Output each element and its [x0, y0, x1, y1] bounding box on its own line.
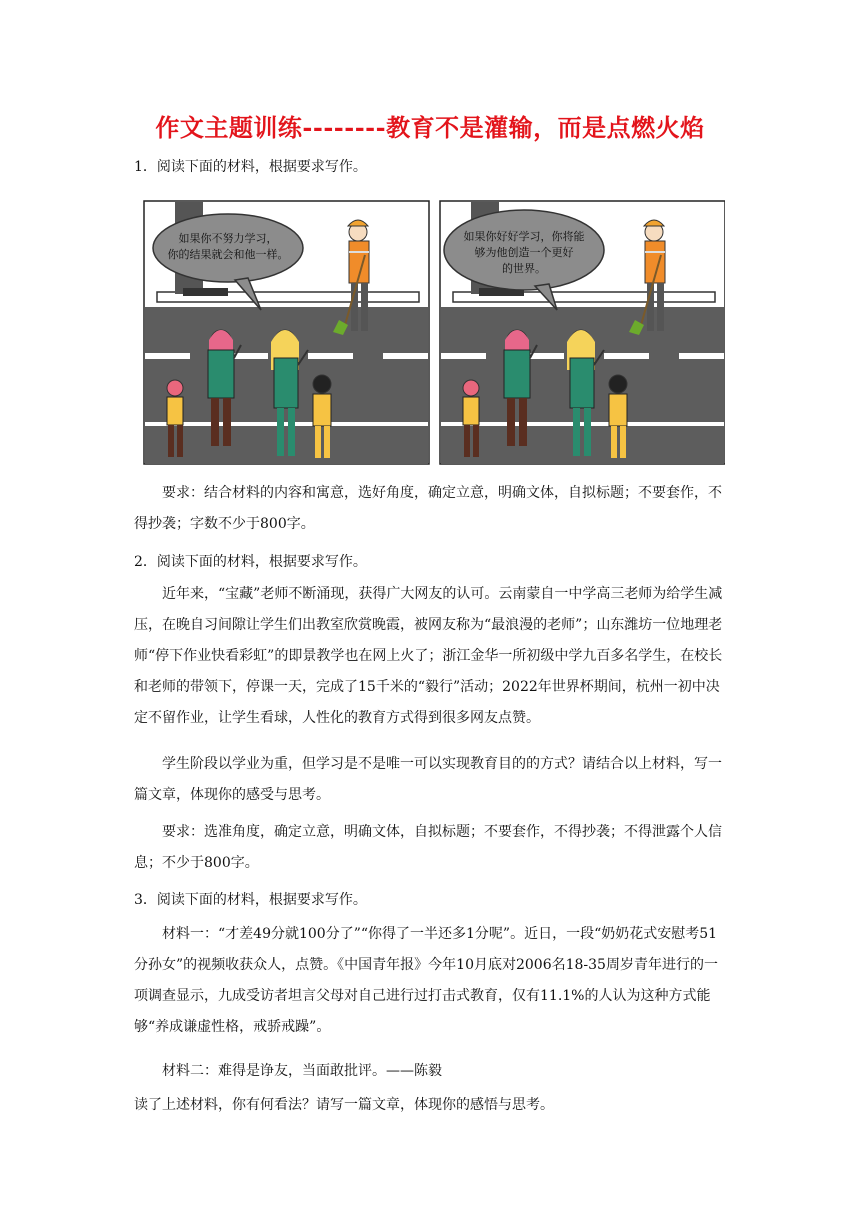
q2-material: 近年来，“宝藏”老师不断涌现，获得广大网友的认可。云南蒙自一中学高三老师为给学生减压，在晚自习间隙让学生们出教室欣赏晚霞，被网友称为“最浪漫的老师”；山东潍坊一位地理老师“停下作业快看彩虹”的即景教学也在网上火了；浙江金华一所初级中学九百多名学生，在校长和老师的带领下，停课一天，完成了15千米的“毅行”活动；2022年世界杯期间，杭州一初中决定不留作业，让学生看球，人性化的教育方式得到很多网友点赞。 [134, 586, 723, 726]
q3-material-1: 材料一：“才差49分就100分了”“你得了一半还多1分呢”。近日，一段“奶奶花式安慰考51分孙女”的视频收获众人，点赞。《中国青年报》今年10月底对2006名18-35周岁青年进行的一项调查显示，九成受访者坦言父母对自己进行过打击式教育，仅有11.1%的人认为这种方式能够“养成谦虚性格，戒骄戒躁”。 [134, 926, 718, 1035]
q3-prompt: 3．阅读下面的材料，根据要求写作。 [134, 892, 367, 908]
q3-material-2: 材料二：难得是诤友，当面敢批评。——陈毅 [162, 1063, 442, 1079]
comic-panel-left [144, 201, 429, 464]
q1-prompt: 1．阅读下面的材料，根据要求写作。 [134, 159, 367, 175]
left-bubble-line-2: 你的结果就会和他一样。 [167, 248, 289, 261]
left-bubble-line-1: 如果你不努力学习， [178, 232, 278, 245]
q2-prompt: 2．阅读下面的材料，根据要求写作。 [134, 554, 367, 570]
comic-panel-right [440, 201, 725, 464]
right-bubble-line-2: 够为他创造一个更好 [474, 246, 574, 259]
q2-question: 学生阶段以学业为重，但学习是不是唯一可以实现教育目的的方式？请结合以上材料，写一篇文章，体现你的感受与思考。 [134, 756, 722, 803]
q2-requirement: 要求：选准角度，确定立意，明确文体，自拟标题；不要套作，不得抄袭；不得泄露个人信息；不少于800字。 [134, 824, 722, 871]
comic-illustration [143, 200, 725, 466]
page-title: 作文主题训练--------教育不是灌输，而是点燃火焰 [155, 113, 705, 142]
q1-requirement: 要求：结合材料的内容和寓意，选好角度，确定立意，明确文体，自拟标题；不要套作，不得抄袭；字数不少于800字。 [134, 485, 722, 532]
q3-closing: 读了上述材料，你有何看法？请写一篇文章，体现你的感悟与思考。 [134, 1097, 554, 1113]
right-bubble-line-3: 的世界。 [502, 262, 546, 275]
right-bubble-line-1: 如果你好好学习，你将能 [463, 230, 585, 243]
